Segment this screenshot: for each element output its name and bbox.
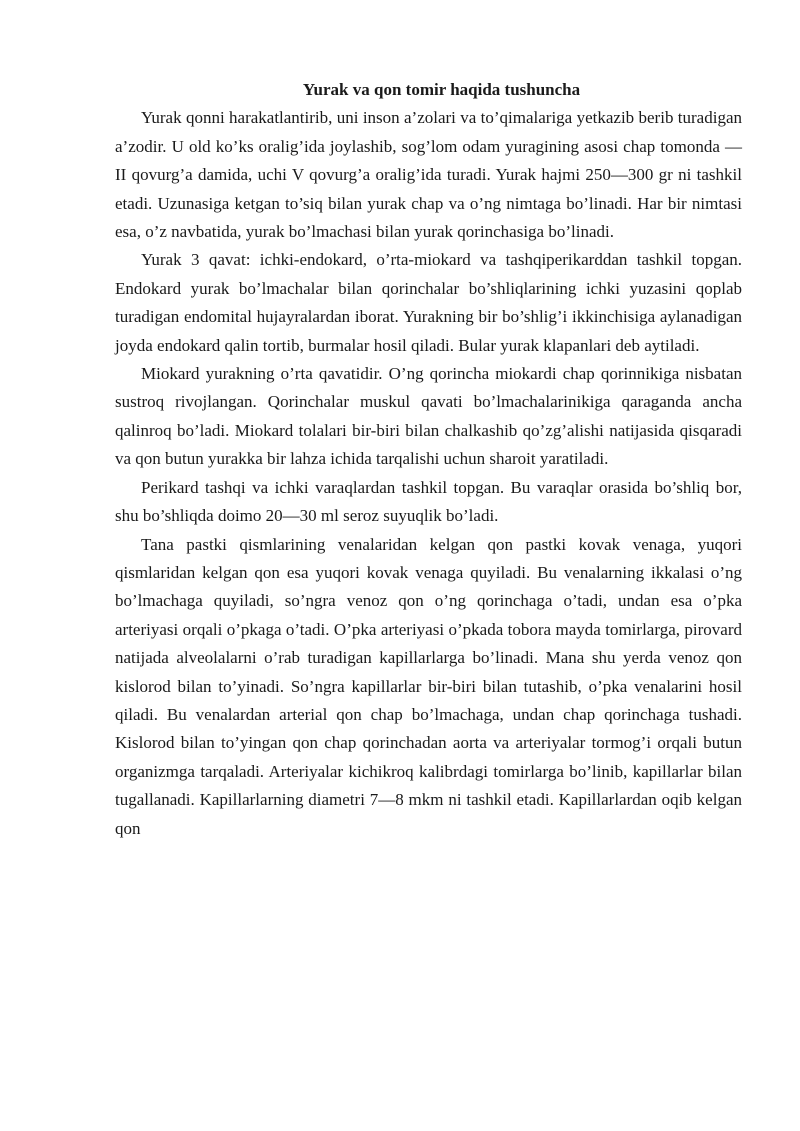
paragraph-blood-circulation: Tana pastki qismlarining venalaridan kelgan qon pastki kovak venaga, yuqori qismlaridan kelgan qon esa yuqori kovak venaga quyiladi. Bu venalarning ikkalasi o’ng bo’lmachaga quyiladi, so’ngra venoz qon o’ng qorinchaga o’tadi, undan esa o’pka arteriyasi orqali o’pkaga o’tadi. O’pka arteriyasi o’pkada tobora mayda tomirlarga, pirovard natijada alveolalarni o’rab turadigan kapillarlarga bo’linadi. Mana shu yerda venoz qon kislorod bilan to’yinadi. So’ngra kapillarlar bir-biri bilan tutashib, o’pka venalarini hosil qiladi. Bu venalardan arterial qon chap bo’lmachaga, undan chap qorinchaga tushadi. Kislorod bilan to’yingan qon chap qorinchadan aorta va arteriyalar tormog’i orqali butun organizmga tarqaladi. Arteriyalar kichikroq kalibrdagi tomirlarga bo’linib, kapillarlar bilan tugallanadi. Kapillarlarning diametri 7—8 mkm ni tashkil etadi. Kapillarlardan oqib kelgan qon [115, 534, 742, 838]
paragraph-myocardium: Miokard yurakning o’rta qavatidir. O’ng qorincha miokardi chap qorinnikiga nisbatan sustroq rivojlangan. Qorinchalar muskul qavati bo’lmachalarinikiga qaraganda ancha qalinroq bo’ladi. Miokard tolalari bir-biri bilan chalkashib qo’zg’alishi natijasida qisqaradi va qon butun yurakka bir lahza ichida tarqalishi uchun sharoit yaratiladi. [115, 364, 742, 469]
page-title: Yurak va qon tomir haqida tushuncha [302, 80, 581, 99]
paragraph-pericardium: Perikard tashqi va ichki varaqlardan tashkil topgan. Bu varaqlar orasida bo’shliq bor, shu bo’shliqda doimo 20—30 ml seroz suyuqlik bo’ladi. [115, 477, 742, 526]
document-body [115, 76, 742, 843]
paragraph-heart-overview: Yurak qonni harakatlantirib, uni inson a’zolari va to’qimalariga yetkazib berib turadigan a’zodir. U old ko’ks oralig’ida joylashib, sog’lom odam yuragining asosi chap tomonda — II qovurg’a damida, uchi V qovurg’a oralig’ida turadi. Yurak hajmi 250—300 gr ni tashkil etadi. Uzunasiga ketgan to’siq bilan yurak chap va o’ng nimtaga bo’linadi. Har bir nimtasi esa, o’z navbatida, yurak bo’lmachasi bilan yurak qorinchasiga bo’linadi. [115, 108, 742, 242]
paragraph-heart-layers: Yurak 3 qavat: ichki-endokard, o’rta-miokard va tashqiperikarddan tashkil topgan. Endokard yurak bo’lmachalar bilan qorinchalar bo’shliqlarining ichki yuzasini qoplab turadigan endomital hujayralardan iborat. Yurakning bir bo’shlig’i ikkinchisiga aylanadigan joyda endokard qalin tortib, burmalar hosil qiladi. Bular yurak klapanlari deb aytiladi. [115, 250, 742, 355]
